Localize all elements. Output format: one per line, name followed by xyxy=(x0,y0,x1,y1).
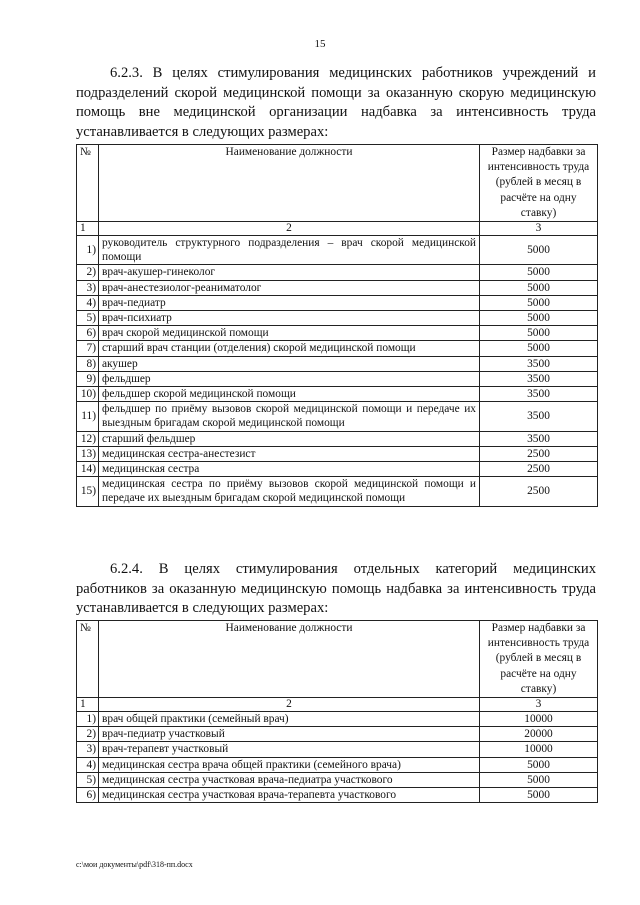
row-number: 6) xyxy=(77,788,99,803)
position-name: врач-анестезиолог-реаниматолог xyxy=(99,280,480,295)
position-name: врач скорой медицинской помощи xyxy=(99,326,480,341)
table-header-row xyxy=(77,621,598,698)
allowance-value: 3500 xyxy=(480,387,598,402)
position-name: медицинская сестра-анестезист xyxy=(99,446,480,461)
position-name: фельдшер скорой медицинской помощи xyxy=(99,387,480,402)
table-row xyxy=(77,236,598,265)
row-number: 15) xyxy=(77,477,99,506)
row-number: 8) xyxy=(77,356,99,371)
row-number: 1) xyxy=(77,236,99,265)
table-row xyxy=(77,727,598,742)
position-name: врач общей практики (семейный врач) xyxy=(99,712,480,727)
header-number: № xyxy=(77,145,99,222)
position-name: врач-психиатр xyxy=(99,311,480,326)
position-name: врач-акушер-гинеколог xyxy=(99,265,480,280)
table-row xyxy=(77,446,598,461)
row-number: 4) xyxy=(77,295,99,310)
table-row xyxy=(77,356,598,371)
header-allowance-size: Размер надбавки за интенсивность труда (рублей в месяц в расчёте на одну ставку) xyxy=(480,621,598,698)
row-number: 5) xyxy=(77,311,99,326)
row-number: 4) xyxy=(77,757,99,772)
allowance-value: 10000 xyxy=(480,742,598,757)
row-number: 3) xyxy=(77,280,99,295)
table-row xyxy=(77,341,598,356)
file-path-footer: c:\мои документы\pdf\318-пп.docx xyxy=(76,860,193,869)
row-number: 10) xyxy=(77,387,99,402)
row-number: 6) xyxy=(77,326,99,341)
position-name: медицинская сестра участковая врача-педиатра участкового xyxy=(99,772,480,787)
allowance-value: 5000 xyxy=(480,265,598,280)
allowance-value: 2500 xyxy=(480,446,598,461)
allowance-value: 5000 xyxy=(480,341,598,356)
row-number: 7) xyxy=(77,341,99,356)
row-number: 2) xyxy=(77,265,99,280)
allowance-value: 5000 xyxy=(480,295,598,310)
paragraph-6-2-4: 6.2.4. В целях стимулирования отдельных категорий медицинских работников за оказанную медицинскую помощь надбавка за интенсивность труда устанавливается в следующих размерах: xyxy=(76,561,596,616)
allowance-value: 5000 xyxy=(480,326,598,341)
table-row xyxy=(77,326,598,341)
allowance-value: 2500 xyxy=(480,477,598,506)
allowance-value: 5000 xyxy=(480,236,598,265)
allowance-value: 10000 xyxy=(480,712,598,727)
header-position-name: Наименование должности xyxy=(99,621,480,698)
index-cell: 3 xyxy=(480,698,598,712)
position-name: старший врач станции (отделения) скорой медицинской помощи xyxy=(99,341,480,356)
header-allowance-size: Размер надбавки за интенсивность труда (рублей в месяц в расчёте на одну ставку) xyxy=(480,145,598,222)
table-row xyxy=(77,311,598,326)
table-row xyxy=(77,712,598,727)
allowance-value: 3500 xyxy=(480,371,598,386)
header-number: № xyxy=(77,621,99,698)
allowance-value: 20000 xyxy=(480,727,598,742)
table-index-row xyxy=(77,222,598,236)
index-cell: 3 xyxy=(480,222,598,236)
table-row xyxy=(77,431,598,446)
position-name: старший фельдшер xyxy=(99,431,480,446)
table-header-row xyxy=(77,145,598,222)
row-number: 13) xyxy=(77,446,99,461)
allowance-value: 3500 xyxy=(480,356,598,371)
table-row xyxy=(77,772,598,787)
row-number: 12) xyxy=(77,431,99,446)
page-number: 15 xyxy=(314,38,326,50)
position-name: фельдшер по приёму вызовов скорой медицинской помощи и передаче их выездным бригадам скорой медицинской помощи xyxy=(99,402,480,431)
table-row xyxy=(77,742,598,757)
allowance-table-ambulance xyxy=(76,144,598,507)
table-row xyxy=(77,788,598,803)
table-row xyxy=(77,757,598,772)
table-body xyxy=(77,236,598,507)
table-index-row xyxy=(77,698,598,712)
position-name: врач-терапевт участковый xyxy=(99,742,480,757)
row-number: 1) xyxy=(77,712,99,727)
allowance-value: 3500 xyxy=(480,402,598,431)
index-cell: 2 xyxy=(99,698,480,712)
table-row xyxy=(77,280,598,295)
position-name: врач-педиатр xyxy=(99,295,480,310)
index-cell: 1 xyxy=(77,698,99,712)
allowance-value: 2500 xyxy=(480,462,598,477)
position-name: руководитель структурного подразделения – врач скорой медицинской помощи xyxy=(99,236,480,265)
table-body xyxy=(77,712,598,803)
allowance-value: 5000 xyxy=(480,788,598,803)
position-name: медицинская сестра по приёму вызовов скорой медицинской помощи и передаче их выездным бригадам скорой медицинской помощи xyxy=(99,477,480,506)
table-row xyxy=(77,265,598,280)
position-name: акушер xyxy=(99,356,480,371)
row-number: 2) xyxy=(77,727,99,742)
table-row xyxy=(77,387,598,402)
table-row xyxy=(77,295,598,310)
table-row xyxy=(77,371,598,386)
allowance-value: 5000 xyxy=(480,772,598,787)
position-name: фельдшер xyxy=(99,371,480,386)
allowance-value: 5000 xyxy=(480,757,598,772)
allowance-table-district xyxy=(76,620,598,803)
row-number: 5) xyxy=(77,772,99,787)
header-position-name: Наименование должности xyxy=(99,145,480,222)
position-name: медицинская сестра xyxy=(99,462,480,477)
row-number: 9) xyxy=(77,371,99,386)
table-row xyxy=(77,462,598,477)
allowance-value: 5000 xyxy=(480,280,598,295)
row-number: 11) xyxy=(77,402,99,431)
position-name: врач-педиатр участковый xyxy=(99,727,480,742)
allowance-value: 5000 xyxy=(480,311,598,326)
paragraph-6-2-3: 6.2.3. В целях стимулирования медицинских работников учреждений и подразделений скорой медицинской помощи за оказанную скорую медицинскую помощь вне медицинской организации надбавка за интенсивность труда устанавливается в следующих размерах: xyxy=(76,65,596,140)
allowance-value: 3500 xyxy=(480,431,598,446)
index-cell: 2 xyxy=(99,222,480,236)
row-number: 3) xyxy=(77,742,99,757)
index-cell: 1 xyxy=(77,222,99,236)
table-row xyxy=(77,402,598,431)
row-number: 14) xyxy=(77,462,99,477)
position-name: медицинская сестра участковая врача-терапевта участкового xyxy=(99,788,480,803)
table-row xyxy=(77,477,598,506)
position-name: медицинская сестра врача общей практики (семейного врача) xyxy=(99,757,480,772)
